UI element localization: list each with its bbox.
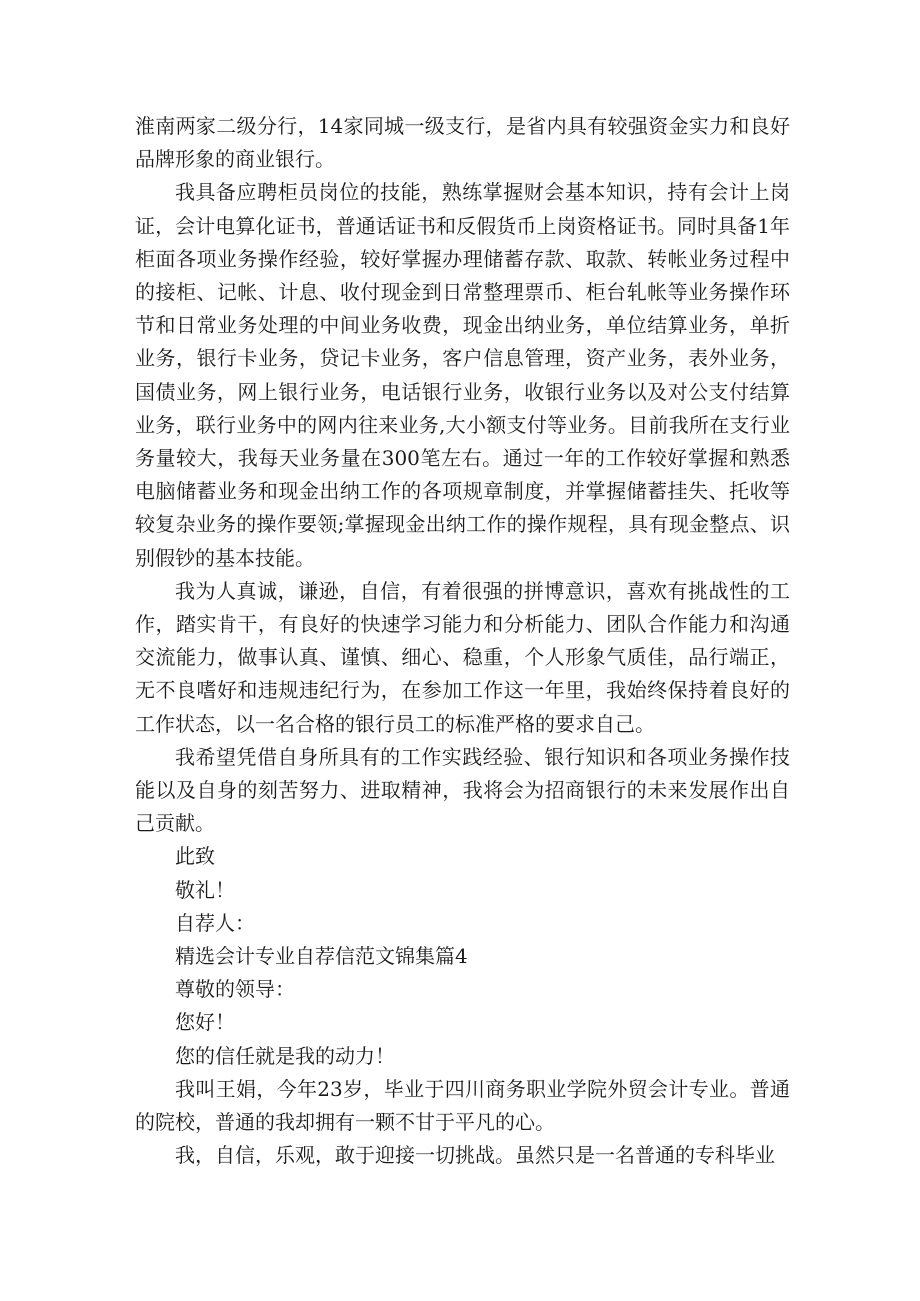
document-body — [135, 110, 790, 1173]
section-heading: 精选会计专业自荐信范文锦集篇4 — [175, 944, 468, 969]
signature-label: 自荐人： — [175, 910, 255, 935]
closing-jingli: 敬礼！ — [175, 877, 235, 902]
greeting: 您好！ — [175, 1010, 235, 1035]
paragraph-hope: 我希望凭借自身所具有的工作实践经验、银行知识和各项业务操作技能以及自身的刻苦努力、进取精神，我将会为招商银行的未来发展作出自己贡献。 — [135, 744, 790, 836]
paragraph-confidence: 我，自信，乐观，敢于迎接一切挑战。虽然只是一名普通的专科毕业 — [175, 1143, 775, 1168]
paragraph-self-intro: 我叫王娟，今年23岁，毕业于四川商务职业学院外贸会计专业。普通的院校，普通的我却拥有一颗不甘于平凡的心。 — [135, 1076, 790, 1135]
paragraph-personality: 我为人真诚，谦逊，自信，有着很强的拼博意识，喜欢有挑战性的工作，踏实肯干，有良好的快速学习能力和分析能力、团队合作能力和沟通交流能力，做事认真、谨慎、细心、稳重，个人形象气质佳，品行端正，无不良嗜好和违规违纪行为，在参加工作这一年里，我始终保持着良好的工作状态，以一名合格的银行员工的标准严格的要求自己。 — [135, 578, 790, 736]
paragraph-bank-intro: 淮南两家二级分行，14家同城一级支行，是省内具有较强资金实力和良好品牌形象的商业银行。 — [135, 114, 790, 172]
salutation: 尊敬的领导： — [175, 977, 295, 1002]
paragraph-skills: 我具备应聘柜员岗位的技能，熟练掌握财会基本知识，持有会计上岗证，会计电算化证书，普通话证书和反假货币上岗资格证书。同时具备1年柜面各项业务操作经验，较好掌握办理储蓄存款、取款、转帐业务过程中的接柜、记帐、计息、收付现金到日常整理票币、柜台轧帐等业务操作环节和日常业务处理的中间业务收费，现金出纳业务，单位结算业务，单折业务，银行卡业务，贷记卡业务，客户信息管理，资产业务，表外业务，国债业务，网上银行业务，电话银行业务，收银行业务以及对公支付结算业务，联行业务中的网内往来业务,大小额支付等业务。目前我所在支行业务量较大，我每天业务量在300笔左右。通过一年的工作较好掌握和熟悉电脑储蓄业务和现金出纳工作的各项规章制度，并掌握储蓄挂失、托收等较复杂业务的操作要领;掌握现金出纳工作的操作规程，具有现金整点、识别假钞的基本技能。 — [135, 180, 790, 570]
opening-line: 您的信任就是我的动力！ — [175, 1043, 395, 1068]
closing-cizhi: 此致 — [175, 844, 215, 869]
